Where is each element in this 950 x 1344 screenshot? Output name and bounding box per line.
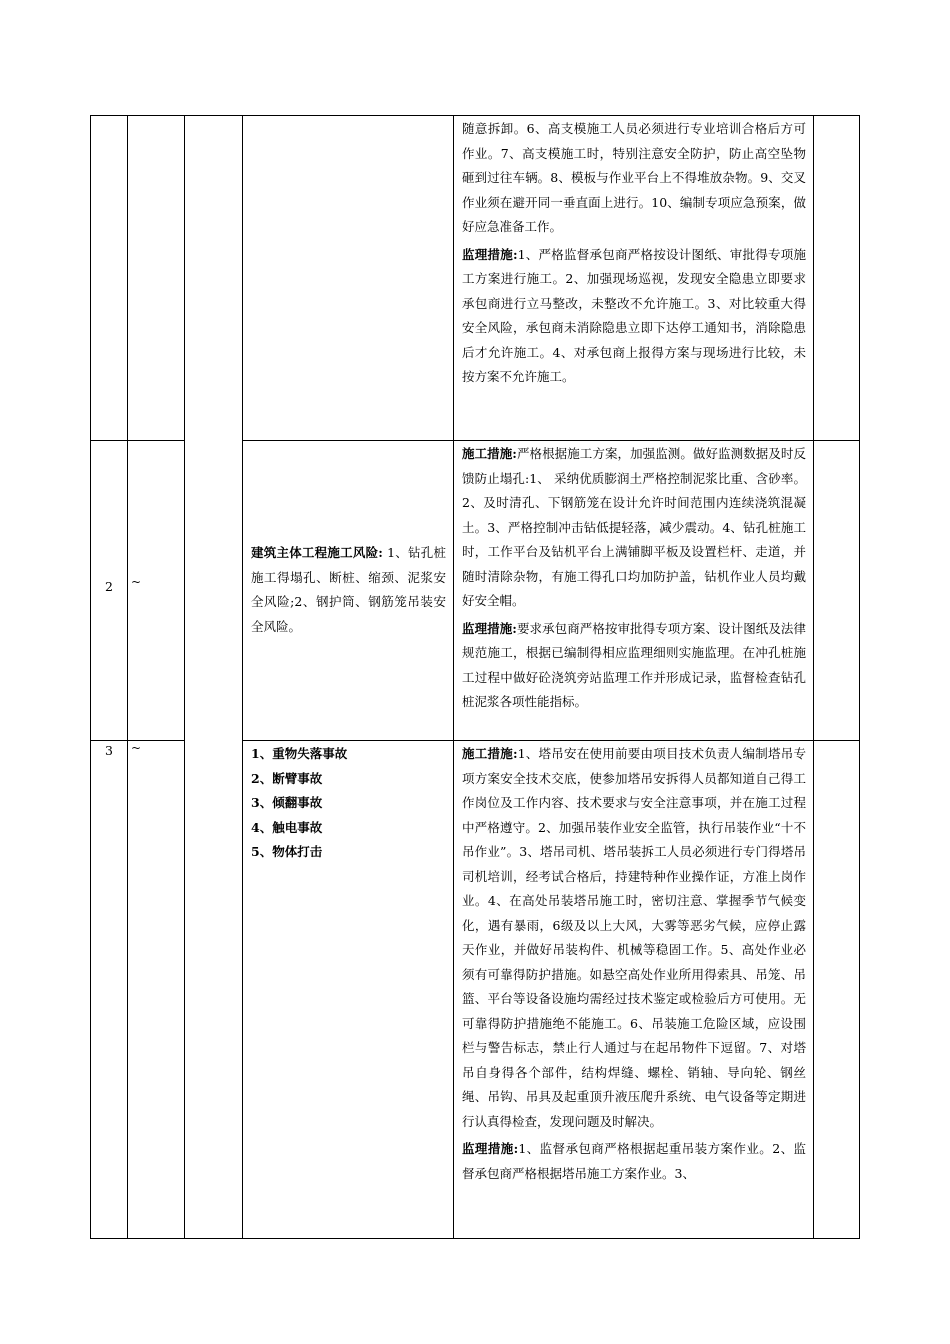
row3-no-cell <box>90 740 127 1239</box>
construction-measures: 随意拆卸。6、高支模施工人员必须进行专业培训合格后方可作业。7、高支模施工时，特别注意安全防护，防止高空坠物砸到过往车辆。8、模板与作业平台上不得堆放杂物。9、交叉作业须在避开同一垂直面上进行。10、编制专项应急预案，做好应急准备工作。 <box>462 121 806 234</box>
supervision-measures: 监理措施:1、监督承包商严格根据起重吊装方案作业。2、监督承包商严格根据塔吊施工方案作业。3、 <box>462 1141 806 1181</box>
construction-measures: 施工措施:严格根据施工方案，加强监测。做好监测数据及时反馈防止塌孔:1、 采纳优质膨润土严格控制泥浆比重、含砂率。2、及时清孔、下钢筋笼在设计允许时间范围内连续浇筑混凝土。3、严格控制冲击钻低提轻落，减少震动。4、钻孔桩施工时，工作平台及钻机平台上满铺脚平板及设置栏杆、走道，并随时清除杂物，有施工得孔口均加防护盖，钻机作业人员均戴好安全帽。 <box>462 446 806 608</box>
row2-measures-cell <box>453 440 813 740</box>
row2-risk-title: 建筑主体工程施工风险: <box>251 545 383 560</box>
row2-risk-cell <box>242 440 453 740</box>
row2-no-cell <box>90 440 127 740</box>
supervision-measures: 监理措施:1、严格监督承包商严格按设计图纸、审批得专项施工方案进行施工。2、加强现场巡视，发现安全隐患立即要求承包商进行立马整改，未整改不允许施工。3、对比较重大得安全风险，承包商未消除隐患立即下达停工通知书，消除隐患后才允许施工。4、对承包商上报得方案与现场进行比较，未按方案不允许施工。 <box>462 246 806 384</box>
row3-measures-cell <box>453 740 813 1239</box>
row1-risk-cell <box>242 115 453 440</box>
row3-mark-cell <box>127 740 184 1239</box>
measure-label: 监理措施: <box>462 246 518 262</box>
measure-label: 监理措施: <box>462 620 517 636</box>
supervision-measures: 监理措施:要求承包商严格按审批得专项方案、设计图纸及法律规范施工，根据已编制得相应监理细则实施监理。在冲孔桩施工过程中做好砼浇筑旁站监理工作并形成记录，监督检查钻孔桩泥浆各项性能指标。 <box>462 620 806 709</box>
row3-no: 3 <box>105 743 113 758</box>
row1-mark-cell <box>127 115 184 440</box>
row2-remark-cell <box>813 440 860 740</box>
risk-table <box>90 115 860 1239</box>
category-cell <box>184 115 242 1239</box>
row2-risk-text: 1、钻孔桩施工得塌孔、断桩、缩颈、泥浆安全风险;2、钢护筒、钢筋笼吊装安全风险。 <box>251 545 446 634</box>
risk-item: 5、物体打击 <box>251 844 323 859</box>
risk-item: 4、触电事故 <box>251 819 323 835</box>
measure-label: 施工措施: <box>462 446 517 461</box>
row1-no-cell <box>90 115 127 440</box>
row1-remark-cell <box>813 115 860 440</box>
construction-measures: 施工措施:1、塔吊安在使用前要由项目技术负责人编制塔吊专项方案安全技术交底，使参加塔吊安拆得人员都知道自己得工作岗位及工作内容、技术要求与安全注意事项，并在施工过程中严格遵守。2、加强吊装作业安全监管，执行吊装作业“十不吊作业”。3、塔吊司机、塔吊装拆工人员必须进行专门得塔吊司机培训，经考试合格后，持建特种作业操作证，方准上岗作业。4、在高处吊装塔吊施工时，密切注意、掌握季节气候变化，遇有暴雨，6级及以上大风，大雾等恶劣气候，应停止露天作业，并做好吊装构件、机械等稳固工作。5、高处作业必须有可靠得防护措施。如悬空高处作业所用得索具、吊笼、吊篮、平台等设备设施均需经过技术鉴定或检验后方可使用。无可靠得防护措施绝不能施工。6、吊装施工危险区域，应设围栏与警告标志，禁止行人通过与在起吊物件下逗留。7、对塔吊自身得各个部件，结构焊缝、螺栓、销轴、导向轮、钢丝绳、吊钩、吊具及起重顶升液压爬升系统、电气设备等定期进行认真得检查，发现问题及时解决。 <box>462 746 806 1129</box>
risk-item: 2、断臂事故 <box>251 770 323 786</box>
row3-remark-cell <box>813 740 860 1239</box>
row2-mark-cell <box>127 440 184 740</box>
row3-mark: ~ <box>131 741 142 755</box>
risk-item: 1、重物失落事故 <box>251 746 348 761</box>
row3-risk-cell <box>242 740 453 1239</box>
measure-label: 施工措施: <box>462 746 518 761</box>
row1-measures-cell <box>453 115 813 440</box>
table-bottom-border <box>90 1238 860 1239</box>
risk-item: 3、倾翻事故 <box>251 795 323 810</box>
row2-no: 2 <box>105 579 113 594</box>
row2-risk <box>251 541 446 639</box>
row2-mark: ~ <box>131 575 142 589</box>
measure-label: 监理措施: <box>462 1141 519 1156</box>
